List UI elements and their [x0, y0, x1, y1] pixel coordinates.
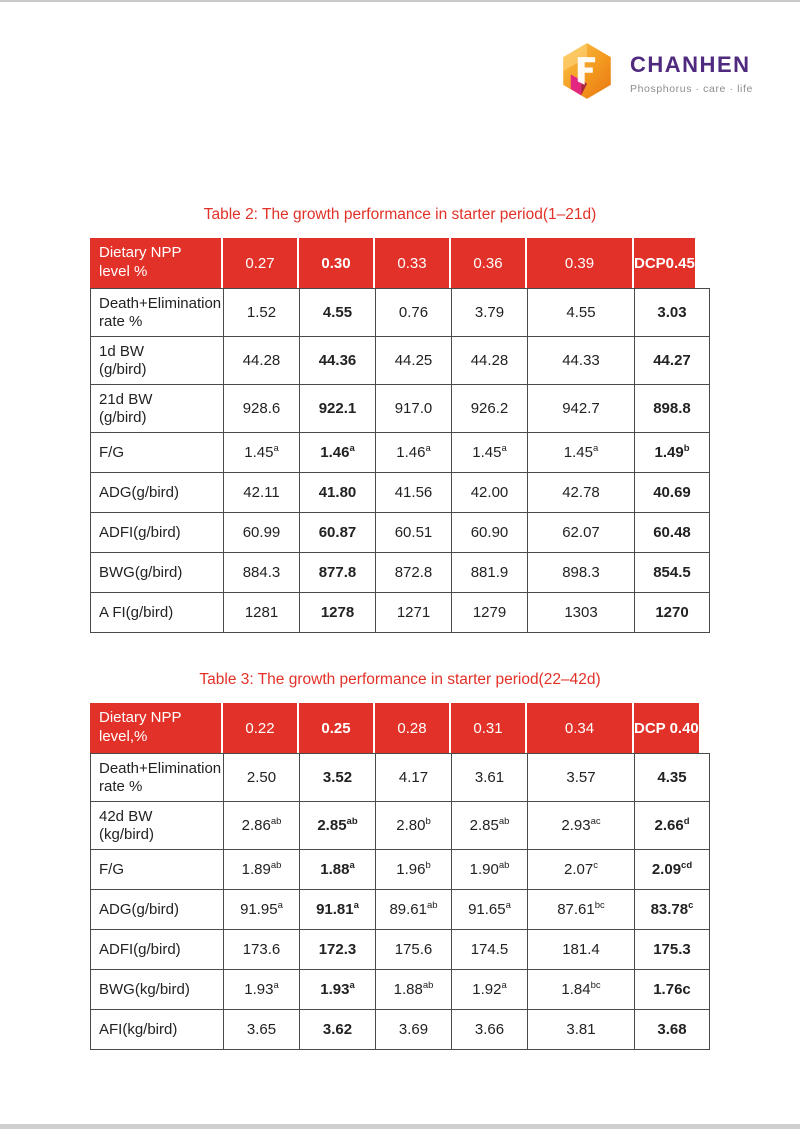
table-row [91, 385, 710, 433]
table-row [91, 970, 710, 1010]
table-cell: 87.61$^{bc}$ [528, 890, 635, 930]
table-cell: 4.35 [635, 754, 710, 802]
header-cell: 0.28 [375, 703, 451, 753]
table-cell: 1278 [300, 593, 376, 633]
table-cell: 1.89$^{ab}$ [224, 850, 300, 890]
table-cell: 1281 [224, 593, 300, 633]
table-cell: 1.49$^b$ [635, 433, 710, 473]
row-label: ADG(g/bird) [91, 890, 224, 930]
significance-superscript: a [353, 900, 359, 911]
table-row [91, 930, 710, 970]
significance-superscript: a [349, 980, 355, 991]
significance-superscript: c [593, 860, 598, 871]
table-row [91, 473, 710, 513]
table-row [91, 802, 710, 850]
table-cell: 898.8 [635, 385, 710, 433]
data-table [90, 753, 710, 1050]
table-cell: 91.95$^a$ [224, 890, 300, 930]
table-cell: 62.07 [528, 513, 635, 553]
table-cell: 3.81 [528, 1010, 635, 1050]
table-cell: 44.28 [452, 337, 528, 385]
row-label: A FI(g/bird) [91, 593, 224, 633]
table-cell: 942.7 [528, 385, 635, 433]
table-cell: 4.55 [300, 289, 376, 337]
header-cell: 0.31 [451, 703, 527, 753]
table-cell: 1.90$^{ab}$ [452, 850, 528, 890]
table-cell: 3.57 [528, 754, 635, 802]
table-cell: 1270 [635, 593, 710, 633]
header-cell: 0.22 [223, 703, 299, 753]
table-cell: 44.25 [376, 337, 452, 385]
significance-superscript: b [425, 816, 431, 827]
table-cell: 2.50 [224, 754, 300, 802]
table-cell: 1.88$^a$ [300, 850, 376, 890]
table-cell: 44.33 [528, 337, 635, 385]
table-cell: 2.86$^{ab}$ [224, 802, 300, 850]
table-cell: 1.96$^b$ [376, 850, 452, 890]
table2-title: Table 2: The growth performance in starter period(1–21d) [203, 206, 597, 223]
table-cell: 174.5 [452, 930, 528, 970]
table-cell: 91.65$^a$ [452, 890, 528, 930]
row-label: F/G [91, 850, 224, 890]
significance-superscript: b [425, 860, 431, 871]
table-cell: 83.78$^c$ [635, 890, 710, 930]
table-row [91, 433, 710, 473]
significance-superscript: a [273, 980, 279, 991]
table-cell: 3.66 [452, 1010, 528, 1050]
table-row [91, 553, 710, 593]
significance-superscript: ab [270, 816, 282, 827]
table-cell: 44.36 [300, 337, 376, 385]
table-row [91, 593, 710, 633]
significance-superscript: a [349, 860, 355, 871]
table-cell: 4.55 [528, 289, 635, 337]
row-label: BWG(g/bird) [91, 553, 224, 593]
table-row [91, 850, 710, 890]
significance-superscript: bc [590, 980, 601, 991]
table-cell: 42.00 [452, 473, 528, 513]
table-row [91, 513, 710, 553]
header-cell: 0.36 [451, 238, 527, 288]
table-cell: 928.6 [224, 385, 300, 433]
table-cell: 91.81$^a$ [300, 890, 376, 930]
hexagon-f-logo-icon [558, 42, 616, 100]
table-cell: 2.80$^b$ [376, 802, 452, 850]
table2-growth-performance-1-21d [90, 238, 710, 633]
significance-superscript: cd [681, 860, 693, 871]
row-label: 21d BW (g/bird) [91, 385, 224, 433]
row-label: 42d BW (kg/bird) [91, 802, 224, 850]
significance-superscript: a [425, 443, 431, 454]
table-cell: 3.61 [452, 754, 528, 802]
table-cell: 60.51 [376, 513, 452, 553]
table-cell: 60.48 [635, 513, 710, 553]
table-cell: 60.90 [452, 513, 528, 553]
table-cell: 1.76c [635, 970, 710, 1010]
header-label-cell: Dietary NPP level,% [90, 703, 223, 753]
table-cell: 1.45$^a$ [452, 433, 528, 473]
table-row [91, 754, 710, 802]
header-cell: 0.33 [375, 238, 451, 288]
row-label: Death+Elimination rate % [91, 754, 224, 802]
table-cell: 922.1 [300, 385, 376, 433]
table-cell: 926.2 [452, 385, 528, 433]
table-cell: 3.68 [635, 1010, 710, 1050]
table-cell: 42.78 [528, 473, 635, 513]
table-cell: 41.56 [376, 473, 452, 513]
table-row [91, 890, 710, 930]
header-cell: 0.30 [299, 238, 375, 288]
data-table [90, 288, 710, 633]
table-cell: 3.62 [300, 1010, 376, 1050]
table-cell: 1303 [528, 593, 635, 633]
table-cell: 4.17 [376, 754, 452, 802]
table3-growth-performance-22-42d [90, 703, 710, 1050]
table-cell: 2.66$^d$ [635, 802, 710, 850]
table-cell: 917.0 [376, 385, 452, 433]
significance-superscript: d [683, 816, 690, 827]
table-cell: 40.69 [635, 473, 710, 513]
table-cell: 1.84$^{bc}$ [528, 970, 635, 1010]
table-cell: 2.85$^{ab}$ [300, 802, 376, 850]
table-cell: 2.85$^{ab}$ [452, 802, 528, 850]
chanhen-logo [558, 40, 753, 100]
header-cell: 0.27 [223, 238, 299, 288]
row-label: ADFI(g/bird) [91, 513, 224, 553]
table-cell: 1271 [376, 593, 452, 633]
table-cell: 89.61$^{ab}$ [376, 890, 452, 930]
table-cell: 898.3 [528, 553, 635, 593]
logo-wordmark: CHANHEN [630, 52, 751, 77]
table-cell: 2.93$^{ac}$ [528, 802, 635, 850]
table-header-row [90, 238, 710, 288]
significance-superscript: ac [590, 816, 601, 827]
significance-superscript: a [273, 443, 279, 454]
table-cell: 172.3 [300, 930, 376, 970]
table-cell: 181.4 [528, 930, 635, 970]
table-cell: 3.65 [224, 1010, 300, 1050]
table-cell: 872.8 [376, 553, 452, 593]
header-label-cell: Dietary NPP level % [90, 238, 223, 288]
significance-superscript: bc [594, 900, 605, 911]
page-bottom-edge [0, 1124, 800, 1129]
table-cell: 1.92$^a$ [452, 970, 528, 1010]
significance-superscript: ab [346, 816, 358, 827]
table-cell: 854.5 [635, 553, 710, 593]
logo-tagline: Phosphorus · care · life [630, 83, 753, 95]
header-cell: DCP0.45 [634, 238, 695, 288]
significance-superscript: ab [270, 860, 282, 871]
significance-superscript: a [501, 443, 507, 454]
table-cell: 1279 [452, 593, 528, 633]
table-cell: 1.52 [224, 289, 300, 337]
table-cell: 1.88$^{ab}$ [376, 970, 452, 1010]
table-row [91, 1010, 710, 1050]
table-cell: 3.52 [300, 754, 376, 802]
significance-superscript: ab [422, 980, 434, 991]
row-label: ADG(g/bird) [91, 473, 224, 513]
significance-superscript: a [501, 980, 507, 991]
significance-superscript: c [688, 900, 694, 911]
significance-superscript: ab [498, 816, 510, 827]
table-cell: 1.46$^a$ [376, 433, 452, 473]
table-cell: 1.93$^a$ [300, 970, 376, 1010]
table-cell: 1.45$^a$ [528, 433, 635, 473]
table-cell: 877.8 [300, 553, 376, 593]
row-label: ADFI(g/bird) [91, 930, 224, 970]
significance-superscript: a [277, 900, 283, 911]
header-cell: DCP 0.40 [634, 703, 699, 753]
header-cell: 0.34 [527, 703, 634, 753]
table-row [91, 337, 710, 385]
table-cell: 3.69 [376, 1010, 452, 1050]
significance-superscript: a [592, 443, 599, 454]
table-header-row [90, 703, 710, 753]
row-label: Death+Elimination rate % [91, 289, 224, 337]
significance-superscript: a [349, 443, 355, 454]
significance-superscript: ab [426, 900, 438, 911]
table-row [91, 289, 710, 337]
row-label: F/G [91, 433, 224, 473]
row-label: BWG(kg/bird) [91, 970, 224, 1010]
table-cell: 3.79 [452, 289, 528, 337]
table-cell: 0.76 [376, 289, 452, 337]
table-cell: 1.46$^a$ [300, 433, 376, 473]
table-cell: 2.09$^{cd}$ [635, 850, 710, 890]
table-cell: 44.27 [635, 337, 710, 385]
table-cell: 884.3 [224, 553, 300, 593]
significance-superscript: ab [498, 860, 510, 871]
table3-title: Table 3: The growth performance in starter period(22–42d) [199, 671, 601, 688]
logo-text-block [630, 40, 753, 95]
table-cell: 881.9 [452, 553, 528, 593]
table-cell: 42.11 [224, 473, 300, 513]
table-cell: 2.07$^c$ [528, 850, 635, 890]
page-top-edge [0, 0, 800, 2]
table-cell: 60.87 [300, 513, 376, 553]
header-cell: 0.39 [527, 238, 634, 288]
table-cell: 41.80 [300, 473, 376, 513]
table-cell: 60.99 [224, 513, 300, 553]
table-cell: 3.03 [635, 289, 710, 337]
table-cell: 1.93$^a$ [224, 970, 300, 1010]
table-cell: 1.45$^a$ [224, 433, 300, 473]
table-cell: 173.6 [224, 930, 300, 970]
row-label: 1d BW (g/bird) [91, 337, 224, 385]
table-cell: 175.3 [635, 930, 710, 970]
significance-superscript: a [505, 900, 511, 911]
table-cell: 175.6 [376, 930, 452, 970]
significance-superscript: b [683, 443, 690, 454]
table-cell: 44.28 [224, 337, 300, 385]
header-cell: 0.25 [299, 703, 375, 753]
row-label: AFI(kg/bird) [91, 1010, 224, 1050]
